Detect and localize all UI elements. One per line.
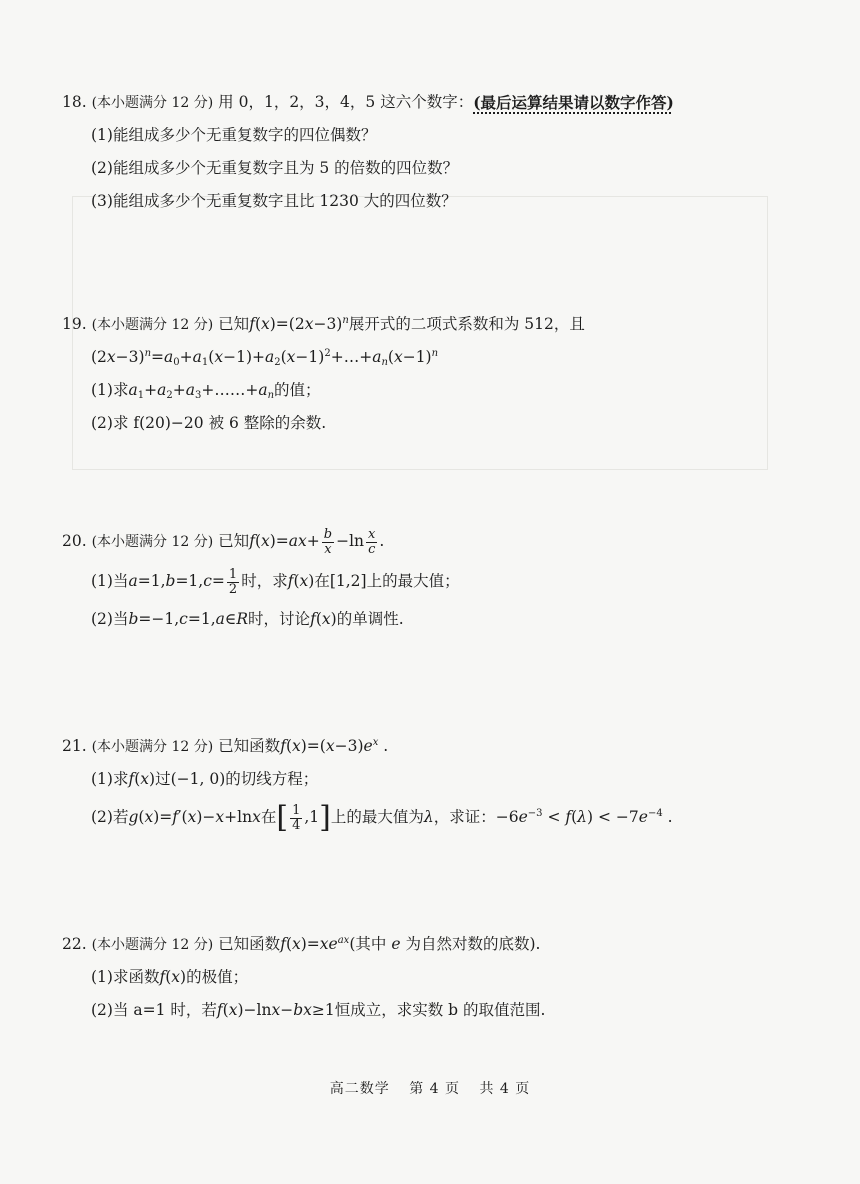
formula: $f(x)=xe^{ax}$ (280, 934, 350, 953)
problem-number: 21. (62, 736, 87, 755)
problem-number: 22. (62, 934, 87, 953)
formula: f(x) (287, 572, 315, 591)
problem-number: 20. (62, 532, 87, 551)
formula: e (391, 934, 401, 953)
problem-19-part-1: (1)求 $a_1+a_2+a_3+\dots\dots+a_n$ 的值； (91, 380, 321, 401)
formula: g(x)=f′(x)−x+lnx (128, 808, 261, 827)
problem-21-part-2: (2)若 g(x)=f′(x)−x+lnx 在 [ $\frac{1}{4}$ ,1] 上的最大值为 λ ，求证： $-6e^{-3} < f(\lambda) < -7e^{-4}$ . (91, 800, 673, 835)
formula: f(x)=ax+ $\frac{b}{x}$ −ln $\frac{x}{c}$ . (249, 526, 385, 557)
stem-text: 用 0，1，2，3，4，5 这六个数字： (218, 92, 474, 111)
problem-18-part-2: (2)能组成多少个无重复数字且为 5 的倍数的四位数？ (91, 158, 459, 177)
footer-subject: 高二数学 (329, 1081, 390, 1097)
page-footer (0, 1078, 860, 1098)
stem-text: 已知 (218, 314, 250, 333)
stem-text: 已知函数 (218, 934, 281, 953)
problem-20-part-1: (1)当 a=1,b=1,c= $\frac{1}{2}$ 时，求 f(x) 在[1,2]上的最大值； (91, 566, 460, 597)
formula: f(x) (128, 769, 156, 788)
problem-21 (62, 730, 822, 840)
formula: $f(x)=(2x-3)^n$ (249, 314, 349, 333)
problem-22-stem: 22. (本小题满分 12 分) 已知函数 $f(x)=xe^{ax}$ (其中 e 为自然对数的底数). (62, 934, 541, 953)
problem-22-part-1: (1)求函数 f(x) 的极值； (91, 967, 249, 986)
problem-18-part-1: (1)能组成多少个无重复数字的四位偶数？ (91, 125, 377, 144)
formula: $-6e^{-3} < f(\lambda) < -7e^{-4}$ . (495, 808, 673, 827)
stem-text: 已知 (218, 532, 250, 551)
points-label: (本小题满分 12 分) (91, 936, 214, 953)
footer-total-pages: 共 4 页 (479, 1081, 531, 1097)
problem-19-stem (62, 308, 822, 341)
problem-20-stem (62, 522, 822, 562)
problem-19-part-2: (2)求 f(20)−20 被 6 整除的余数. (91, 413, 327, 432)
formula: f(x)−lnx−bx≥1 (216, 1000, 335, 1019)
points-label: (本小题满分 12 分) (91, 738, 214, 755)
formula: λ (423, 808, 434, 827)
problem-18-stem (62, 86, 822, 119)
formula: $f(x)=(x-3)e^x$ . (280, 736, 389, 755)
problem-number: 19. (62, 314, 87, 333)
problem-18-part-3: (3)能组成多少个无重复数字且比 1230 大的四位数？ (91, 191, 457, 210)
formula: f(x) (159, 967, 187, 986)
problem-22-part-2: (2)当 a=1 时，若 f(x)−lnx−bx≥1 恒成立，求实数 b 的取值范围. (91, 1000, 546, 1019)
footer-page-number: 第 4 页 (409, 1081, 460, 1097)
problem-20 (62, 522, 822, 638)
points-label: (本小题满分 12 分) (91, 534, 214, 550)
formula: $(2x-3)^n=a_0+a_1(x-1)+a_2(x-1)^2+\dots+a_n(x-1)^n$ (91, 347, 439, 368)
problem-18 (62, 86, 822, 218)
problem-19-expansion (62, 341, 822, 374)
stem-text: 已知函数 (218, 736, 281, 755)
formula: a=1,b=1,c= $\frac{1}{2}$ (128, 566, 238, 597)
problem-21-stem (62, 730, 822, 763)
formula: f(x) (310, 610, 337, 629)
points-label: (本小题满分 12 分) (91, 94, 214, 111)
formula: [ $\frac{1}{4}$ ,1] (276, 800, 331, 835)
problem-number: 18. (62, 92, 87, 111)
problem-19 (62, 308, 822, 440)
problem-21-part-1: (1)求 f(x) 过(−1, 0)的切线方程； (91, 769, 319, 788)
stem-text: 展开式的二项式系数和为 512，且 (348, 314, 585, 333)
points-label: (本小题满分 12 分) (91, 316, 214, 333)
problem-22 (62, 928, 822, 1027)
formula: $a_1+a_2+a_3+\dots\dots+a_n$ (128, 380, 275, 401)
problem-20-part-2: (2)当 b=−1,c=1,a∈R 时，讨论 f(x) 的单调性. (91, 610, 404, 629)
emphasis-note: (最后运算结果请以数字作答) (473, 92, 674, 112)
formula: b=−1,c=1,a∈R (128, 610, 249, 629)
